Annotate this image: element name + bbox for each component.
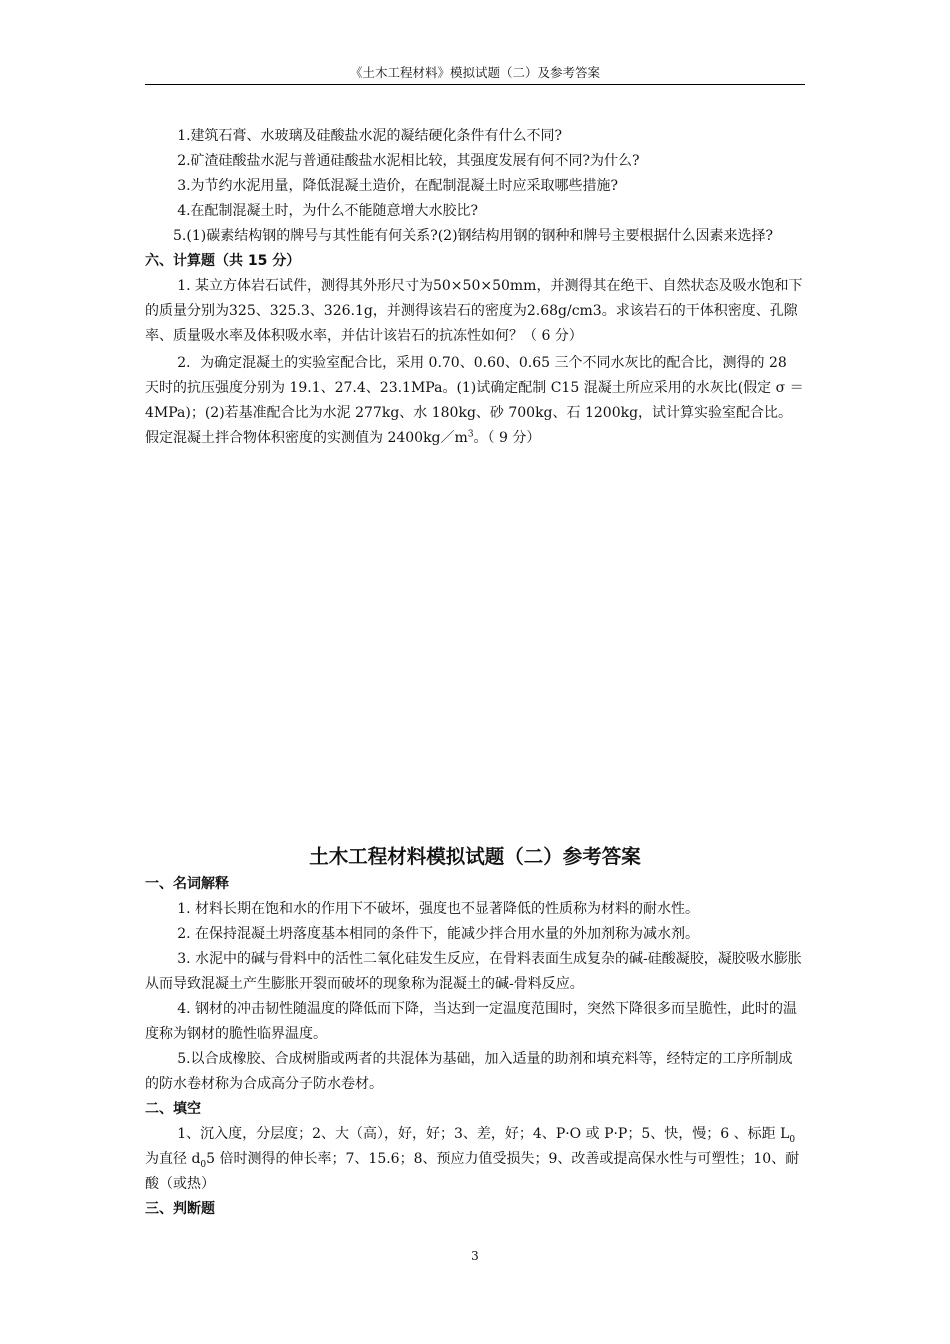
answer-item: 5.以合成橡胶、合成树脂或两者的共混体为基础，加入适量的助剂和填充料等，经特定的工序所制成的防水卷材称为合成高分子防水卷材。 (145, 1051, 793, 1092)
answer-item: 1. 材料长期在饱和水的作用下不破坏，强度也不显著降低的性质称为材料的耐水性。 (177, 901, 699, 917)
fill-blank-answers (145, 1122, 805, 1197)
calc-question-2-points: 。（ 9 分） (473, 430, 541, 446)
question-item: 1.建筑石膏、水玻璃及硅酸盐水泥的凝结硬化条件有什么不同? (177, 128, 563, 144)
subscript-0: 0 (200, 1159, 207, 1170)
calc-question-1: 1. 某立方体岩石试件，测得其外形尺寸为50×50×50mm，并测得其在绝干、自然状态及吸水饱和下的质量分别为325、325.3、326.1g，并测得该岩石的密度为2.68g/cm3。求该岩石的干体积密度、孔隙率、质量吸水率及体积吸水率，并估计该岩石的抗冻性如何？（ 6 分） (145, 278, 803, 344)
fill-blank-part-b: 为直径 d (145, 1151, 201, 1167)
subscript-0: 0 (789, 1134, 796, 1145)
question-item: 5.(1)碳素结构钢的牌号与其性能有何关系?(2)钢结构用钢的钢种和牌号主要根据什么因素来选择? (173, 228, 774, 244)
answers-title: 土木工程材料模拟试题（二）参考答案 (309, 845, 641, 868)
question-item: 2.矿渣硅酸盐水泥与普通硅酸盐水泥相比较，其强度发展有何不同?为什么? (177, 153, 640, 169)
fill-blank-part-c: 5 倍时测得的伸长率；7、15.6；8、预应力值受损失；9、改善或提高保水性与可塑性；10、耐酸（或热） (145, 1151, 800, 1192)
page-header (145, 64, 805, 85)
fill-blank-part-a: 1、沉入度，分层度；2、大（高），好，好；3、差，好；4、P·O 或 P·P；5、快，慢；6 、标距 L (177, 1126, 790, 1142)
calc-question-2-text: 2．为确定混凝土的实验室配合比，采用 0.70、0.60、0.65 三个不同水灰比的配合比，测得的 28 天时的抗压强度分别为 19.1、27.4、23.1MPa。(1)试确定配制 C15 混凝土所应采用的水灰比(假定 σ ＝4MPa)；(2)若基准配合比为水泥 277kg、水 180kg、砂 700kg、石 1200kg，试计算实验室配合比。假定混凝土拌合物体积密度的实测值为 2400kg／m (145, 355, 804, 446)
question-item: 4.在配制混凝土时，为什么不能随意增大水胶比? (177, 203, 479, 219)
answer-item: 4. 钢材的冲击韧性随温度的降低而下降，当达到一定温度范围时，突然下降很多而呈脆性，此时的温度称为钢材的脆性临界温度。 (145, 1001, 797, 1042)
section-title-terms: 一、名词解释 (145, 876, 229, 892)
header-title: 《土木工程材料》模拟试题（二）及参考答案 (349, 65, 600, 80)
section-title-fill-blank: 二、填空 (145, 1101, 201, 1117)
calc-question-2 (145, 351, 805, 451)
question-item: 3.为节约水泥用量，降低混凝土造价，在配制混凝土时应采取哪些措施? (177, 178, 619, 194)
superscript-3: 3 (467, 429, 474, 440)
section-title-true-false: 三、判断题 (145, 1201, 215, 1217)
answers-body (145, 872, 805, 1222)
section-title-calculation: 六、计算题（共 15 分） (145, 253, 301, 269)
answer-item: 2. 在保持混凝土坍落度基本相同的条件下，能减少拌合用水量的外加剂称为减水剂。 (177, 926, 699, 942)
essay-questions-list (145, 124, 805, 451)
answer-item: 3. 水泥中的碱与骨料中的活性二氧化硅发生反应，在骨料表面生成复杂的碱-硅酸凝胶，凝胶吸水膨胀从而导致混凝土产生膨胀开裂而破坏的现象称为混凝土的碱-骨料反应。 (145, 951, 802, 992)
page-number: 3 (471, 1249, 479, 1263)
